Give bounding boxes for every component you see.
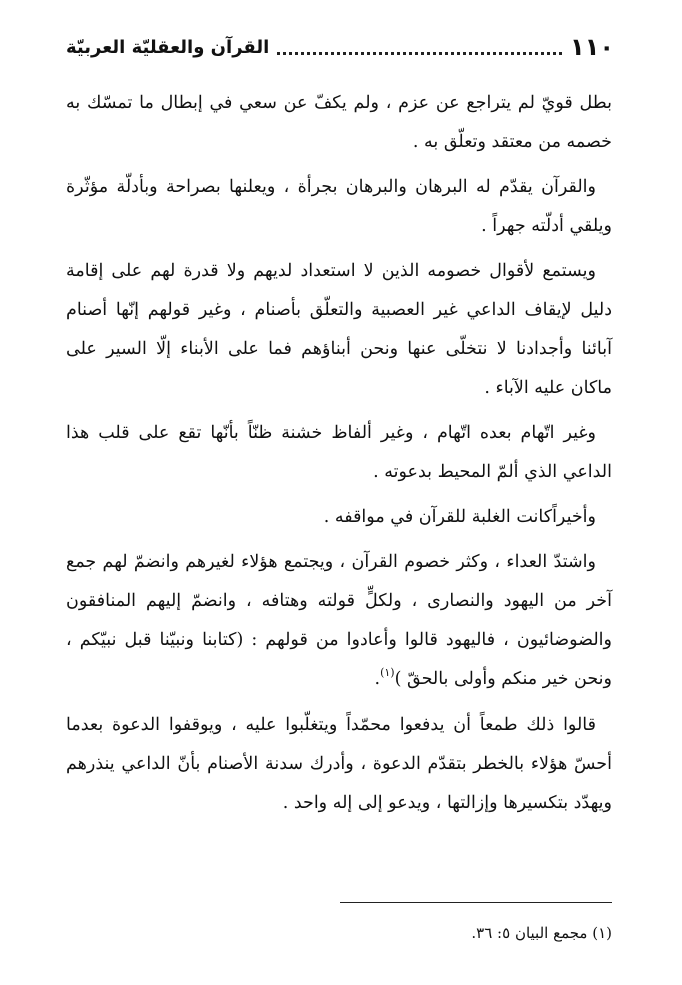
paragraph-1: بطل قويّ لم يتراجع عن عزم ، ولم يكفّ عن سعي في إبطال ما تمسّك به خصمه من معتقد وتعلّق به . <box>66 93 612 152</box>
footnote: (١) مجمع البيان ٥: ٣٦. <box>471 924 612 942</box>
paragraph-7: قالوا ذلك طمعاً أن يدفعوا محمّداً ويتغلّبوا عليه ، ويوقفوا الدعوة بعدما أحسّ هؤلاء بالخطر بتقدّم الدعوة ، وأدرك سدنة الأصنام بأنّ الداعي ينذرهم ويهدّد بتكسيرها وإزالتها ، ويدعو إلى إله واحد . <box>66 715 612 813</box>
running-title: القرآن والعقليّة العربيّة <box>66 36 270 58</box>
paragraph-6-text: واشتدّ العداء ، وكثر خصوم القرآن ، ويجتمع هؤلاء لغيرهم وانضمّ لهم جمع آخر من اليهود والنصارى ، ولكلٍّ قولته وهتافه ، وانضمّ إليهم المنافقون والضوضائيون ، فاليهود قالوا وأعادوا من قولهم : (كتابنا ونبيّنا قبل نبيّكم ، ونحن خير منكم وأولى بالحقّ ) <box>66 552 612 689</box>
paragraph-4: وغير اتّهام بعده اتّهام ، وغير ألفاظ خشنة ظنّاً بأنّها تقع على قلب هذا الداعي الذي ألمّ المحيط بدعوته . <box>66 423 612 482</box>
header-leader-dots <box>277 52 562 55</box>
paragraph-6-end: . <box>374 669 381 689</box>
page-number: ١١٠ <box>570 33 614 61</box>
paragraph-5: وأخيراًكانت الغلبة للقرآن في مواقفه . <box>323 507 596 527</box>
paragraph-2: والقرآن يقدّم له البرهان والبرهان بجرأة ، ويعلنها بصراحة وبأدلّة مؤثّرة ويلقي أدلّته جهراً . <box>66 177 612 236</box>
paragraph-3: ويستمع لأقوال خصومه الذين لا استعداد لديهم ولا قدرة لهم على إقامة دليل لإيقاف الداعي غير العصبية والتعلّق بأصنام ، وغير قولهم إنّها أصنام آبائنا وأجدادنا لا نتخلّى عنها ونحن أبناؤهم فما على الأبناء إلّا السير على ماكان عليه الآباء . <box>66 261 612 398</box>
page-header <box>66 30 614 64</box>
footnote-separator <box>340 902 612 903</box>
body-text <box>66 84 612 829</box>
footnote-reference[interactable]: (١) <box>380 666 395 679</box>
paragraph-6 <box>66 543 612 700</box>
